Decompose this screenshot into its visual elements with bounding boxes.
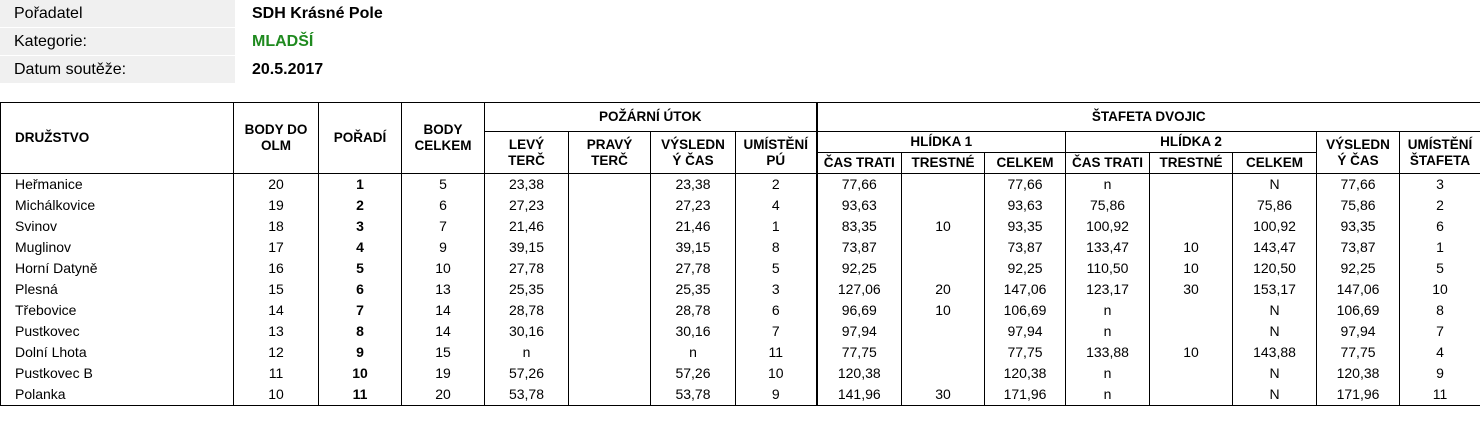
cell-poradi: 5 <box>319 258 402 279</box>
header-druzstvo: DRUŽSTVO <box>1 103 234 174</box>
cell-levy-terc: 27,23 <box>485 195 569 216</box>
cell-h2-celkem: 120,50 <box>1233 258 1317 279</box>
cell-pravy-terc <box>569 300 651 321</box>
table-row <box>1 342 1480 363</box>
cell-stafeta-umisteni: 4 <box>1400 342 1480 363</box>
cell-body-celkem: 5 <box>402 174 485 196</box>
cell-poradi: 9 <box>319 342 402 363</box>
header-poradi: POŘADÍ <box>319 103 402 174</box>
cell-levy-terc: n <box>485 342 569 363</box>
category-label: Kategorie: <box>0 28 235 56</box>
cell-levy-terc: 53,78 <box>485 384 569 406</box>
cell-h1-cas-trati: 92,25 <box>817 258 902 279</box>
cell-vysledny-cas: 21,46 <box>651 216 736 237</box>
cell-h1-cas-trati: 97,94 <box>817 321 902 342</box>
cell-vysledny-cas: n <box>651 342 736 363</box>
cell-stafeta-vysledny-cas: 120,38 <box>1317 363 1400 384</box>
cell-vysledny-cas: 53,78 <box>651 384 736 406</box>
organizer-label: Pořadatel <box>0 0 235 28</box>
cell-h1-trestne <box>902 237 985 258</box>
header-vysledny-cas-stafeta: VÝSLEDN Ý ČAS <box>1317 132 1400 174</box>
header-hlidka-1: HLÍDKA 1 <box>817 132 1066 153</box>
cell-pravy-terc <box>569 342 651 363</box>
cell-body-celkem: 15 <box>402 342 485 363</box>
cell-h1-cas-trati: 96,69 <box>817 300 902 321</box>
cell-body-celkem: 9 <box>402 237 485 258</box>
table-row <box>1 258 1480 279</box>
cell-body-celkem: 7 <box>402 216 485 237</box>
organizer-value: SDH Krásné Pole <box>252 5 383 22</box>
cell-stafeta-umisteni: 11 <box>1400 384 1480 406</box>
cell-team-name: Plesná <box>1 279 234 300</box>
cell-stafeta-umisteni: 1 <box>1400 237 1480 258</box>
cell-pravy-terc <box>569 237 651 258</box>
table-row <box>1 174 1480 196</box>
cell-h1-trestne <box>902 174 985 196</box>
header-stafeta-dvojic: ŠTAFETA DVOJIC <box>817 103 1480 132</box>
cell-h1-celkem: 92,25 <box>985 258 1066 279</box>
header-body-celkem: BODY CELKEM <box>402 103 485 174</box>
cell-h1-trestne: 10 <box>902 300 985 321</box>
header-h1-celkem: CELKEM <box>985 153 1066 174</box>
category-value: MLADŠÍ <box>252 33 314 50</box>
cell-h2-celkem: N <box>1233 321 1317 342</box>
date-label: Datum soutěže: <box>0 56 235 84</box>
cell-h1-cas-trati: 141,96 <box>817 384 902 406</box>
header-h1-trestne: TRESTNÉ <box>902 153 985 174</box>
header-h1-cas-trati: ČAS TRATI <box>817 153 902 174</box>
cell-levy-terc: 30,16 <box>485 321 569 342</box>
cell-umisteni-pu: 9 <box>736 384 817 406</box>
cell-h1-trestne: 20 <box>902 279 985 300</box>
table-row <box>1 363 1480 384</box>
cell-h2-celkem: 75,86 <box>1233 195 1317 216</box>
cell-h2-cas-trati: n <box>1066 384 1150 406</box>
cell-umisteni-pu: 4 <box>736 195 817 216</box>
cell-umisteni-pu: 2 <box>736 174 817 196</box>
cell-pravy-terc <box>569 195 651 216</box>
cell-h1-celkem: 120,38 <box>985 363 1066 384</box>
cell-stafeta-umisteni: 6 <box>1400 216 1480 237</box>
cell-stafeta-vysledny-cas: 75,86 <box>1317 195 1400 216</box>
cell-umisteni-pu: 1 <box>736 216 817 237</box>
cell-team-name: Michálkovice <box>1 195 234 216</box>
header-vysledny-cas: VÝSLEDN Ý ČAS <box>651 132 736 174</box>
cell-body-celkem: 19 <box>402 363 485 384</box>
table-row <box>1 279 1480 300</box>
cell-h1-trestne <box>902 321 985 342</box>
cell-h2-trestne <box>1150 321 1233 342</box>
cell-pravy-terc <box>569 216 651 237</box>
cell-h1-cas-trati: 120,38 <box>817 363 902 384</box>
cell-stafeta-vysledny-cas: 92,25 <box>1317 258 1400 279</box>
cell-h1-celkem: 93,35 <box>985 216 1066 237</box>
cell-h1-celkem: 106,69 <box>985 300 1066 321</box>
cell-poradi: 7 <box>319 300 402 321</box>
cell-pravy-terc <box>569 258 651 279</box>
cell-poradi: 10 <box>319 363 402 384</box>
cell-body-olm: 10 <box>234 384 319 406</box>
cell-body-olm: 19 <box>234 195 319 216</box>
cell-levy-terc: 39,15 <box>485 237 569 258</box>
cell-h2-celkem: N <box>1233 384 1317 406</box>
cell-h2-celkem: N <box>1233 300 1317 321</box>
header-umisteni-pu: UMÍSTĚNÍ PÚ <box>736 132 817 174</box>
cell-h1-trestne <box>902 258 985 279</box>
cell-h2-trestne <box>1150 363 1233 384</box>
cell-h2-cas-trati: n <box>1066 321 1150 342</box>
info-row-date <box>0 56 1480 86</box>
cell-vysledny-cas: 39,15 <box>651 237 736 258</box>
cell-stafeta-umisteni: 9 <box>1400 363 1480 384</box>
cell-vysledny-cas: 27,78 <box>651 258 736 279</box>
cell-vysledny-cas: 28,78 <box>651 300 736 321</box>
cell-h1-trestne: 10 <box>902 216 985 237</box>
cell-umisteni-pu: 6 <box>736 300 817 321</box>
cell-vysledny-cas: 30,16 <box>651 321 736 342</box>
cell-poradi: 3 <box>319 216 402 237</box>
table-row <box>1 384 1480 406</box>
cell-h2-trestne <box>1150 300 1233 321</box>
cell-stafeta-vysledny-cas: 73,87 <box>1317 237 1400 258</box>
cell-h2-cas-trati: 123,17 <box>1066 279 1150 300</box>
table-row <box>1 321 1480 342</box>
cell-h1-celkem: 171,96 <box>985 384 1066 406</box>
cell-vysledny-cas: 23,38 <box>651 174 736 196</box>
cell-vysledny-cas: 25,35 <box>651 279 736 300</box>
cell-vysledny-cas: 57,26 <box>651 363 736 384</box>
cell-poradi: 11 <box>319 384 402 406</box>
cell-stafeta-vysledny-cas: 77,75 <box>1317 342 1400 363</box>
cell-body-olm: 13 <box>234 321 319 342</box>
cell-h2-celkem: 100,92 <box>1233 216 1317 237</box>
cell-levy-terc: 21,46 <box>485 216 569 237</box>
cell-body-olm: 15 <box>234 279 319 300</box>
cell-body-olm: 20 <box>234 174 319 196</box>
header-levy-terc: LEVÝ TERČ <box>485 132 569 174</box>
cell-umisteni-pu: 10 <box>736 363 817 384</box>
cell-stafeta-vysledny-cas: 147,06 <box>1317 279 1400 300</box>
header-hlidka-2: HLÍDKA 2 <box>1066 132 1317 153</box>
table-row <box>1 237 1480 258</box>
cell-body-celkem: 14 <box>402 321 485 342</box>
cell-team-name: Třebovice <box>1 300 234 321</box>
cell-team-name: Dolní Lhota <box>1 342 234 363</box>
cell-h2-cas-trati: n <box>1066 300 1150 321</box>
cell-h2-cas-trati: n <box>1066 363 1150 384</box>
cell-h1-cas-trati: 73,87 <box>817 237 902 258</box>
header-umisteni-stafeta: UMÍSTĚNÍ ŠTAFETA <box>1400 132 1480 174</box>
info-row-category <box>0 28 1480 58</box>
cell-pravy-terc <box>569 363 651 384</box>
table-row <box>1 195 1480 216</box>
cell-poradi: 6 <box>319 279 402 300</box>
cell-h1-celkem: 147,06 <box>985 279 1066 300</box>
cell-h1-celkem: 77,66 <box>985 174 1066 196</box>
cell-umisteni-pu: 5 <box>736 258 817 279</box>
cell-h2-celkem: N <box>1233 363 1317 384</box>
cell-team-name: Heřmanice <box>1 174 234 196</box>
cell-h2-cas-trati: 100,92 <box>1066 216 1150 237</box>
cell-stafeta-vysledny-cas: 97,94 <box>1317 321 1400 342</box>
cell-h1-trestne <box>902 363 985 384</box>
cell-h2-cas-trati: 133,88 <box>1066 342 1150 363</box>
cell-pravy-terc <box>569 321 651 342</box>
cell-team-name: Polanka <box>1 384 234 406</box>
cell-h1-cas-trati: 83,35 <box>817 216 902 237</box>
date-value: 20.5.2017 <box>252 61 324 78</box>
cell-stafeta-umisteni: 2 <box>1400 195 1480 216</box>
event-info <box>0 0 1480 90</box>
cell-h2-trestne: 10 <box>1150 342 1233 363</box>
cell-body-olm: 18 <box>234 216 319 237</box>
cell-h1-celkem: 97,94 <box>985 321 1066 342</box>
cell-levy-terc: 25,35 <box>485 279 569 300</box>
header-pozarni-utok: POŽÁRNÍ ÚTOK <box>485 103 817 132</box>
cell-levy-terc: 23,38 <box>485 174 569 196</box>
cell-stafeta-vysledny-cas: 171,96 <box>1317 384 1400 406</box>
cell-poradi: 2 <box>319 195 402 216</box>
header-body-olm: BODY DO OLM <box>234 103 319 174</box>
cell-body-celkem: 10 <box>402 258 485 279</box>
cell-poradi: 4 <box>319 237 402 258</box>
cell-team-name: Pustkovec <box>1 321 234 342</box>
cell-h1-trestne <box>902 195 985 216</box>
cell-body-olm: 12 <box>234 342 319 363</box>
cell-stafeta-umisteni: 10 <box>1400 279 1480 300</box>
cell-h1-trestne: 30 <box>902 384 985 406</box>
cell-body-celkem: 13 <box>402 279 485 300</box>
table-row <box>1 216 1480 237</box>
cell-body-celkem: 6 <box>402 195 485 216</box>
cell-h2-celkem: N <box>1233 174 1317 196</box>
cell-h2-trestne <box>1150 384 1233 406</box>
cell-poradi: 8 <box>319 321 402 342</box>
header-h2-celkem: CELKEM <box>1233 153 1317 174</box>
cell-stafeta-umisteni: 3 <box>1400 174 1480 196</box>
cell-h1-cas-trati: 93,63 <box>817 195 902 216</box>
cell-h2-trestne <box>1150 174 1233 196</box>
cell-levy-terc: 57,26 <box>485 363 569 384</box>
cell-h2-trestne: 30 <box>1150 279 1233 300</box>
cell-h1-celkem: 77,75 <box>985 342 1066 363</box>
cell-stafeta-umisteni: 5 <box>1400 258 1480 279</box>
cell-h2-trestne: 10 <box>1150 237 1233 258</box>
cell-pravy-terc <box>569 384 651 406</box>
cell-h1-cas-trati: 77,66 <box>817 174 902 196</box>
cell-levy-terc: 28,78 <box>485 300 569 321</box>
cell-stafeta-vysledny-cas: 93,35 <box>1317 216 1400 237</box>
cell-team-name: Horní Datyně <box>1 258 234 279</box>
cell-h1-trestne <box>902 342 985 363</box>
cell-body-celkem: 14 <box>402 300 485 321</box>
cell-h1-cas-trati: 77,75 <box>817 342 902 363</box>
cell-h2-cas-trati: 75,86 <box>1066 195 1150 216</box>
info-row-organizer <box>0 0 1480 30</box>
cell-h2-celkem: 143,88 <box>1233 342 1317 363</box>
cell-stafeta-vysledny-cas: 77,66 <box>1317 174 1400 196</box>
cell-h1-cas-trati: 127,06 <box>817 279 902 300</box>
cell-team-name: Muglinov <box>1 237 234 258</box>
header-pravy-terc: PRAVÝ TERČ <box>569 132 651 174</box>
cell-body-olm: 16 <box>234 258 319 279</box>
results-table <box>0 102 1480 406</box>
cell-h1-celkem: 73,87 <box>985 237 1066 258</box>
cell-pravy-terc <box>569 279 651 300</box>
header-h2-trestne: TRESTNÉ <box>1150 153 1233 174</box>
cell-h2-celkem: 153,17 <box>1233 279 1317 300</box>
cell-team-name: Pustkovec B <box>1 363 234 384</box>
results-body <box>1 174 1480 406</box>
cell-levy-terc: 27,78 <box>485 258 569 279</box>
cell-body-celkem: 20 <box>402 384 485 406</box>
cell-body-olm: 11 <box>234 363 319 384</box>
cell-vysledny-cas: 27,23 <box>651 195 736 216</box>
cell-h2-celkem: 143,47 <box>1233 237 1317 258</box>
cell-team-name: Svinov <box>1 216 234 237</box>
cell-h2-trestne <box>1150 195 1233 216</box>
cell-umisteni-pu: 3 <box>736 279 817 300</box>
cell-stafeta-vysledny-cas: 106,69 <box>1317 300 1400 321</box>
table-row <box>1 300 1480 321</box>
cell-body-olm: 17 <box>234 237 319 258</box>
cell-h2-cas-trati: n <box>1066 174 1150 196</box>
cell-stafeta-umisteni: 7 <box>1400 321 1480 342</box>
cell-h2-trestne <box>1150 216 1233 237</box>
cell-umisteni-pu: 11 <box>736 342 817 363</box>
cell-h1-celkem: 93,63 <box>985 195 1066 216</box>
cell-poradi: 1 <box>319 174 402 196</box>
cell-umisteni-pu: 7 <box>736 321 817 342</box>
header-h2-cas-trati: ČAS TRATI <box>1066 153 1150 174</box>
cell-stafeta-umisteni: 8 <box>1400 300 1480 321</box>
cell-h2-cas-trati: 110,50 <box>1066 258 1150 279</box>
cell-h2-cas-trati: 133,47 <box>1066 237 1150 258</box>
cell-body-olm: 14 <box>234 300 319 321</box>
cell-umisteni-pu: 8 <box>736 237 817 258</box>
cell-pravy-terc <box>569 174 651 196</box>
cell-h2-trestne: 10 <box>1150 258 1233 279</box>
